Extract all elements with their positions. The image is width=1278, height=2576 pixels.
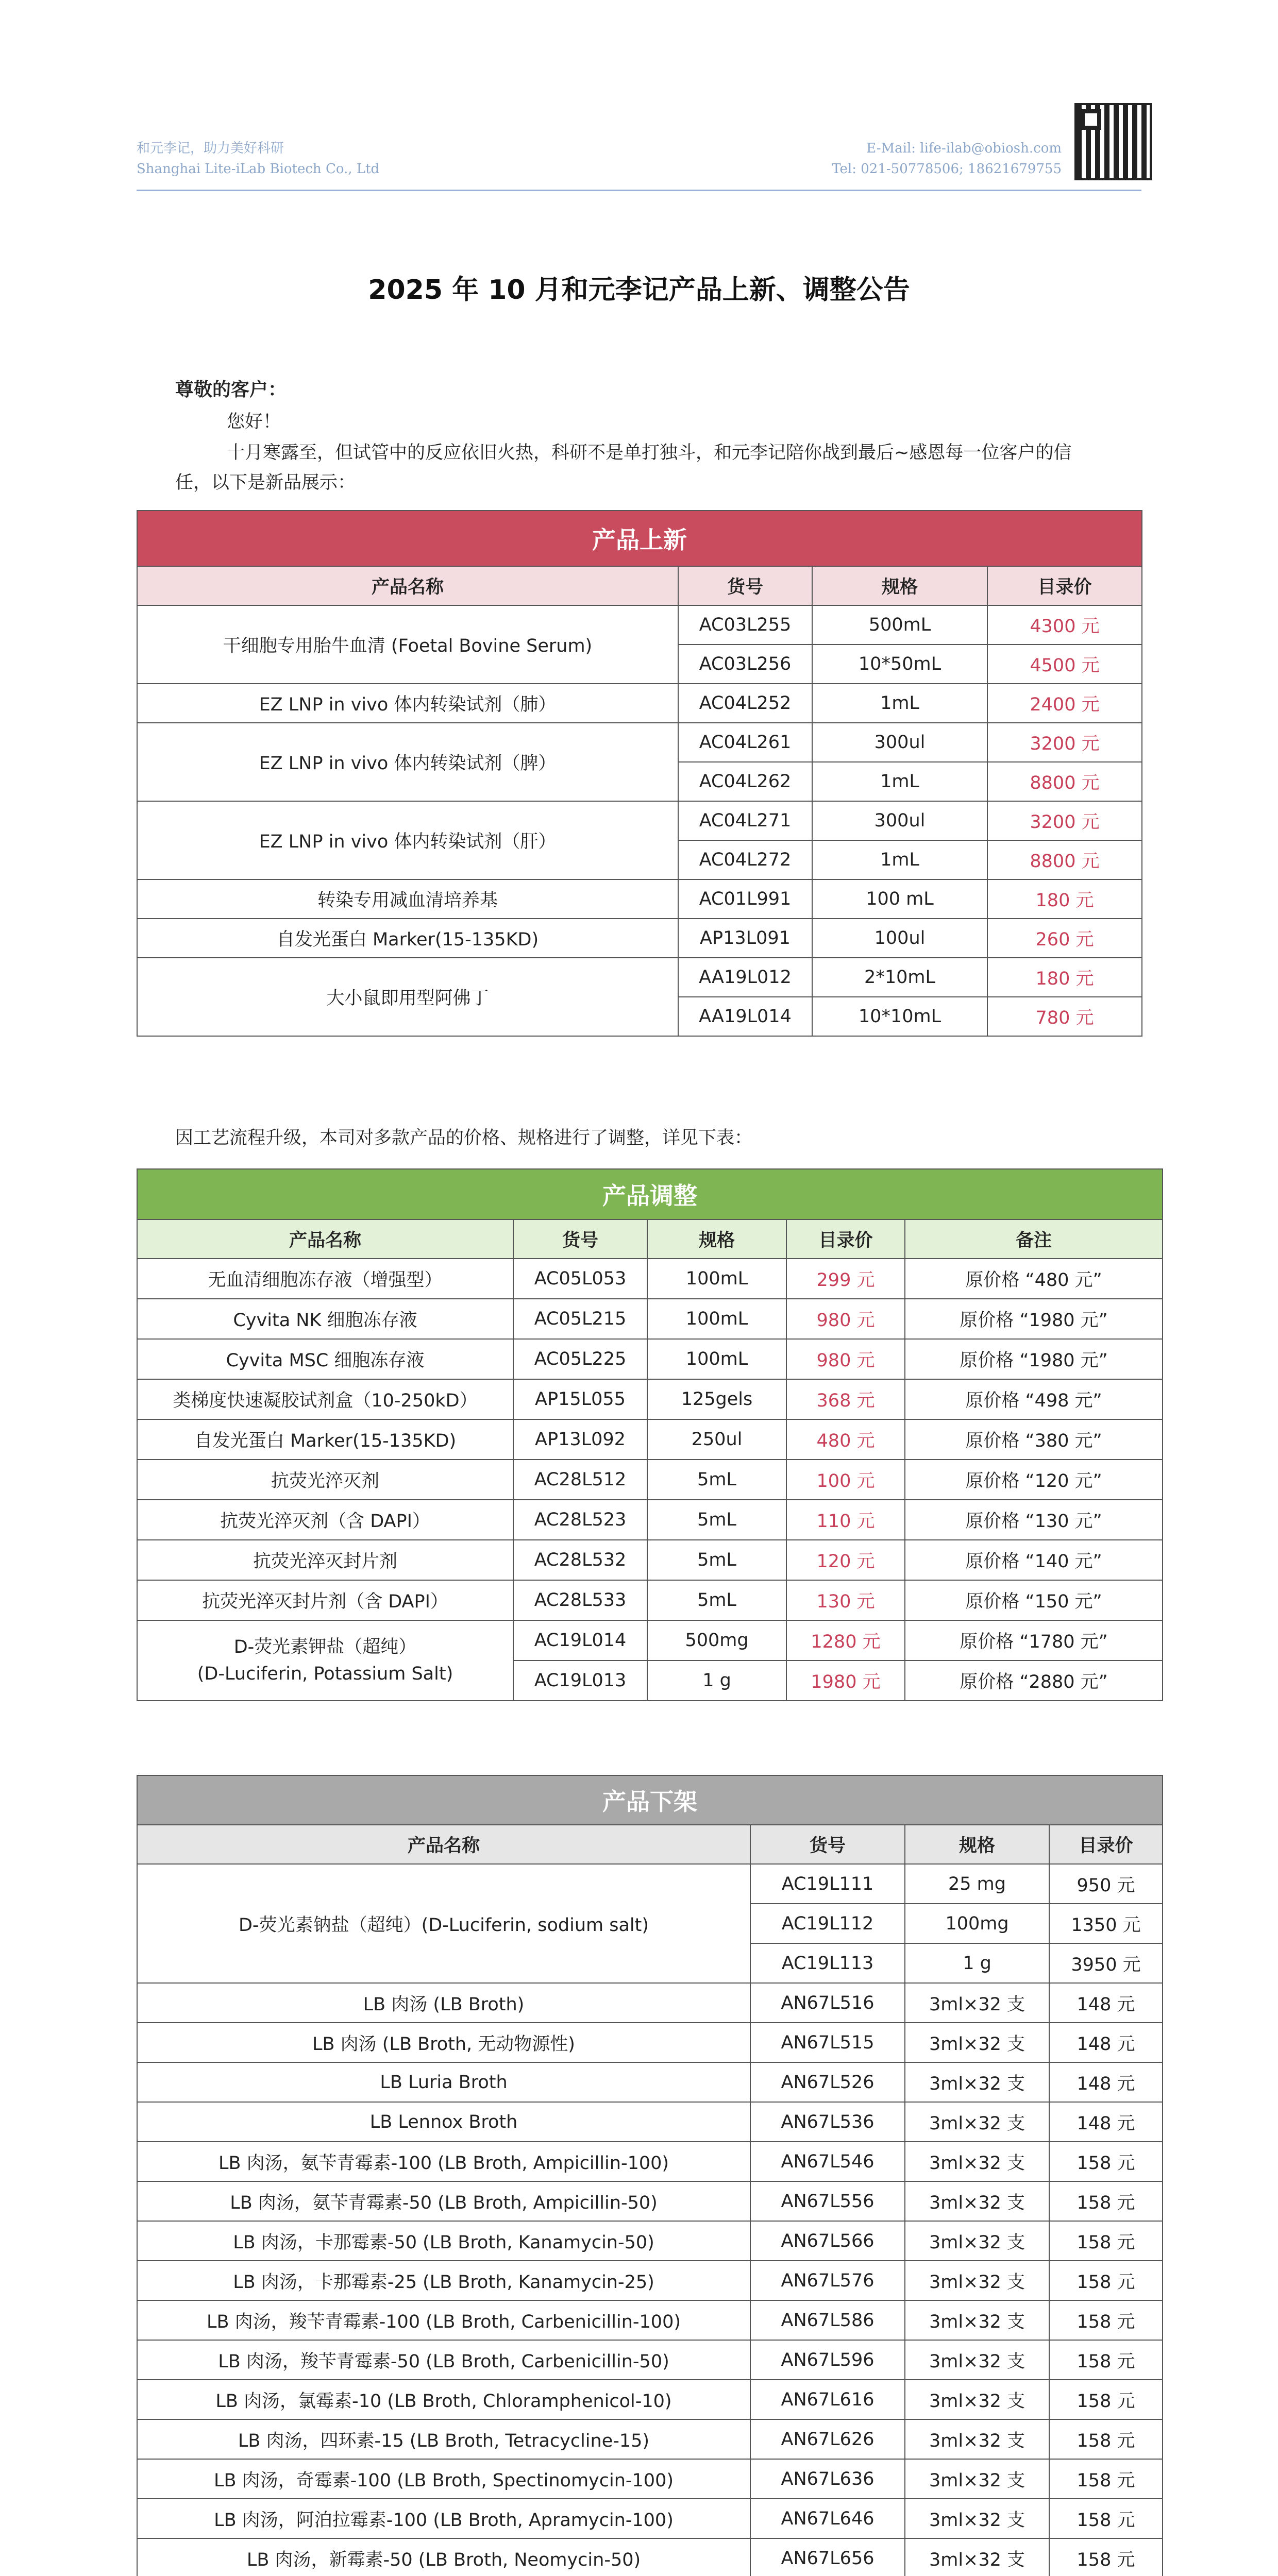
- table-row: [137, 919, 1142, 958]
- table-row: [137, 684, 1142, 723]
- sku: AC19L013: [513, 1660, 647, 1701]
- adjusted-rows: [137, 1259, 1163, 1701]
- price: 148 元: [1049, 2102, 1163, 2142]
- price: 4500 元: [987, 645, 1142, 684]
- table-row: [137, 2499, 1163, 2538]
- price: 4300 元: [987, 605, 1142, 645]
- table-row: [137, 2102, 1163, 2142]
- table-row: [137, 1540, 1163, 1580]
- note: 原价格 “130 元”: [905, 1500, 1163, 1540]
- sku: AA19L012: [678, 958, 812, 997]
- product-name: EZ LNP in vivo 体内转染试剂（脾）: [137, 723, 678, 801]
- spec: 300ul: [812, 801, 987, 840]
- sku: AC19L111: [750, 1864, 905, 1904]
- table-row: [137, 2340, 1163, 2380]
- table-row: [137, 1500, 1163, 1540]
- price: 299 元: [786, 1259, 905, 1299]
- sku: AC03L256: [678, 645, 812, 684]
- sku: AN67L596: [750, 2340, 905, 2380]
- spec: 3ml×32 支: [905, 2142, 1049, 2181]
- adjusted-products-banner: 产品调整: [137, 1169, 1163, 1219]
- qr-code-icon: [1074, 103, 1152, 180]
- product-name: LB Luria Broth: [137, 2062, 750, 2102]
- table-row: [137, 2300, 1163, 2340]
- table-row: [137, 1620, 1163, 1660]
- table-row: [137, 2142, 1163, 2181]
- sku: AP13L091: [678, 919, 812, 958]
- product-name: LB 肉汤，卡那霉素-25 (LB Broth, Kanamycin-25): [137, 2261, 750, 2300]
- spec: 10*10mL: [812, 997, 987, 1036]
- intro-line-1: 十月寒露至，但试管中的反应依旧火热，科研不是单打独斗，和元李记陪你战到最后~感恩每一位客户的信: [227, 443, 1072, 463]
- col-header-price: 目录价: [987, 566, 1142, 605]
- product-name: EZ LNP in vivo 体内转染试剂（肝）: [137, 801, 678, 879]
- price: 180 元: [987, 879, 1142, 919]
- table-row: [137, 1580, 1163, 1620]
- price: 158 元: [1049, 2499, 1163, 2538]
- adjusted-products-table: [137, 1168, 1163, 1701]
- col-header-note: 备注: [905, 1219, 1163, 1259]
- price: 100 元: [786, 1460, 905, 1500]
- price: 158 元: [1049, 2538, 1163, 2576]
- price: 158 元: [1049, 2142, 1163, 2181]
- header-tel: Tel: 021-50778506; 18621679755: [832, 161, 1062, 177]
- col-header-spec: 规格: [905, 1825, 1049, 1864]
- spec: 3ml×32 支: [905, 2023, 1049, 2062]
- slogan: 和元李记，助力美好科研: [137, 141, 284, 156]
- spec: 2*10mL: [812, 958, 987, 997]
- note: 原价格 “150 元”: [905, 1580, 1163, 1620]
- new-products-banner: 产品上新: [137, 511, 1142, 566]
- price: 2400 元: [987, 684, 1142, 723]
- spec: 3ml×32 支: [905, 2300, 1049, 2340]
- sku: AN67L646: [750, 2499, 905, 2538]
- sku: AP13L092: [513, 1419, 647, 1460]
- sku: AN67L576: [750, 2261, 905, 2300]
- col-header-sku: 货号: [750, 1825, 905, 1864]
- table-row: [137, 605, 1142, 645]
- col-header-spec: 规格: [647, 1219, 786, 1259]
- product-name: 抗荧光淬灭剂（含 DAPI）: [137, 1500, 513, 1540]
- product-name: 干细胞专用胎牛血清 (Foetal Bovine Serum): [137, 605, 678, 684]
- price: 148 元: [1049, 1983, 1163, 2023]
- price: 368 元: [786, 1379, 905, 1419]
- note: 原价格 “380 元”: [905, 1419, 1163, 1460]
- note: 原价格 “498 元”: [905, 1379, 1163, 1419]
- salutation: 尊敬的客户：: [175, 379, 287, 400]
- table-row: [137, 1460, 1163, 1500]
- price: 780 元: [987, 997, 1142, 1036]
- sku: AC19L014: [513, 1620, 647, 1660]
- spec: 3ml×32 支: [905, 2062, 1049, 2102]
- spec: 3ml×32 支: [905, 2538, 1049, 2576]
- spec: 3ml×32 支: [905, 2380, 1049, 2419]
- company-english-name: Shanghai Lite-iLab Biotech Co., Ltd: [137, 161, 380, 177]
- table-row: [137, 801, 1142, 840]
- spec: 3ml×32 支: [905, 2459, 1049, 2499]
- adjust-intro: 因工艺流程升级，本司对多款产品的价格、规格进行了调整，详见下表：: [175, 1128, 753, 1148]
- spec: 125gels: [647, 1379, 786, 1419]
- spec: 3ml×32 支: [905, 2181, 1049, 2221]
- sku: AN67L616: [750, 2380, 905, 2419]
- product-name-line-1: D-荧光素钾盐（超纯）: [233, 1637, 417, 1657]
- spec: 100mg: [905, 1904, 1049, 1943]
- spec: 5mL: [647, 1540, 786, 1580]
- product-name: 自发光蛋白 Marker(15-135KD): [137, 919, 678, 958]
- spec: 5mL: [647, 1580, 786, 1620]
- table-row: [137, 1864, 1163, 1904]
- sku: AC04L262: [678, 762, 812, 801]
- spec: 100mL: [647, 1299, 786, 1339]
- spec: 3ml×32 支: [905, 2221, 1049, 2261]
- product-name: LB 肉汤，羧苄青霉素-50 (LB Broth, Carbenicillin-50): [137, 2340, 750, 2380]
- price: 158 元: [1049, 2221, 1163, 2261]
- sku: AN67L636: [750, 2459, 905, 2499]
- spec: 1mL: [812, 762, 987, 801]
- price: 3200 元: [987, 801, 1142, 840]
- product-name: LB 肉汤，卡那霉素-50 (LB Broth, Kanamycin-50): [137, 2221, 750, 2261]
- product-name: LB 肉汤，氨苄青霉素-50 (LB Broth, Ampicillin-50): [137, 2181, 750, 2221]
- sku: AN67L556: [750, 2181, 905, 2221]
- sku: AC04L271: [678, 801, 812, 840]
- note: 原价格 “2880 元”: [905, 1660, 1163, 1701]
- sku: AC28L523: [513, 1500, 647, 1540]
- product-name: D-荧光素钠盐（超纯）(D-Luciferin, sodium salt): [137, 1864, 750, 1983]
- table-row: [137, 1339, 1163, 1379]
- greeting: 您好！: [227, 412, 281, 432]
- new-products-table: [137, 510, 1142, 1037]
- price: 148 元: [1049, 2023, 1163, 2062]
- sku: AN67L566: [750, 2221, 905, 2261]
- table-row: [137, 723, 1142, 762]
- discontinued-products-table: [137, 1775, 1163, 2576]
- table-row: [137, 879, 1142, 919]
- price: 1350 元: [1049, 1904, 1163, 1943]
- col-header-sku: 货号: [678, 566, 812, 605]
- table-row: [137, 1299, 1163, 1339]
- product-name: LB 肉汤 (LB Broth, 无动物源性): [137, 2023, 750, 2062]
- product-name: 类梯度快速凝胶试剂盒（10-250kD）: [137, 1379, 513, 1419]
- price: 950 元: [1049, 1864, 1163, 1904]
- product-name: 大小鼠即用型阿佛丁: [137, 958, 678, 1036]
- product-name: 无血清细胞冻存液（增强型）: [137, 1259, 513, 1299]
- price: 980 元: [786, 1299, 905, 1339]
- discontinued-rows: [137, 1983, 1163, 2576]
- price: 1980 元: [786, 1660, 905, 1701]
- spec: 25 mg: [905, 1864, 1049, 1904]
- product-name: LB 肉汤，氨苄青霉素-100 (LB Broth, Ampicillin-100): [137, 2142, 750, 2181]
- sku: AA19L014: [678, 997, 812, 1036]
- price: 120 元: [786, 1540, 905, 1580]
- price: 158 元: [1049, 2419, 1163, 2459]
- col-header-spec: 规格: [812, 566, 987, 605]
- col-header-sku: 货号: [513, 1219, 647, 1259]
- price: 158 元: [1049, 2181, 1163, 2221]
- product-name: Cyvita MSC 细胞冻存液: [137, 1339, 513, 1379]
- col-header-name: 产品名称: [137, 566, 678, 605]
- spec: 3ml×32 支: [905, 2499, 1049, 2538]
- sku: AC28L512: [513, 1460, 647, 1500]
- spec: 100ul: [812, 919, 987, 958]
- spec: 500mL: [812, 605, 987, 645]
- spec: 3ml×32 支: [905, 1983, 1049, 2023]
- price: 158 元: [1049, 2261, 1163, 2300]
- price: 158 元: [1049, 2459, 1163, 2499]
- col-header-name: 产品名称: [137, 1219, 513, 1259]
- product-name: 转染专用减血清培养基: [137, 879, 678, 919]
- header-divider: [137, 190, 1141, 191]
- sku: AC04L252: [678, 684, 812, 723]
- spec: 3ml×32 支: [905, 2419, 1049, 2459]
- sku: AN67L515: [750, 2023, 905, 2062]
- discontinued-products-banner: 产品下架: [137, 1775, 1163, 1825]
- product-name: LB 肉汤，氯霉素-10 (LB Broth, Chloramphenicol-10): [137, 2380, 750, 2419]
- sku: AC01L991: [678, 879, 812, 919]
- table-row: [137, 2221, 1163, 2261]
- sku: AN67L586: [750, 2300, 905, 2340]
- price: 158 元: [1049, 2300, 1163, 2340]
- table-row: [137, 2459, 1163, 2499]
- spec: 3ml×32 支: [905, 2340, 1049, 2380]
- spec: 100mL: [647, 1259, 786, 1299]
- table-row: [137, 1379, 1163, 1419]
- spec: 250ul: [647, 1419, 786, 1460]
- note: 原价格 “480 元”: [905, 1259, 1163, 1299]
- table-row: [137, 2181, 1163, 2221]
- price: 158 元: [1049, 2380, 1163, 2419]
- product-name: LB Lennox Broth: [137, 2102, 750, 2142]
- table-row: [137, 958, 1142, 997]
- product-name: 抗荧光淬灭封片剂（含 DAPI）: [137, 1580, 513, 1620]
- price: 3200 元: [987, 723, 1142, 762]
- sku: AC04L272: [678, 840, 812, 879]
- product-name: LB 肉汤，奇霉素-100 (LB Broth, Spectinomycin-100): [137, 2459, 750, 2499]
- intro-line-2: 任，以下是新品展示：: [175, 472, 356, 493]
- product-name: Cyvita NK 细胞冻存液: [137, 1299, 513, 1339]
- note: 原价格 “140 元”: [905, 1540, 1163, 1580]
- note: 原价格 “1980 元”: [905, 1339, 1163, 1379]
- spec: 3ml×32 支: [905, 2261, 1049, 2300]
- table-row: [137, 2023, 1163, 2062]
- spec: 1mL: [812, 840, 987, 879]
- col-header-price: 目录价: [786, 1219, 905, 1259]
- spec: 100 mL: [812, 879, 987, 919]
- product-name: 自发光蛋白 Marker(15-135KD): [137, 1419, 513, 1460]
- table-row: [137, 2538, 1163, 2576]
- product-name: LB 肉汤 (LB Broth): [137, 1983, 750, 2023]
- sku: AC19L112: [750, 1904, 905, 1943]
- price: 480 元: [786, 1419, 905, 1460]
- spec: 1mL: [812, 684, 987, 723]
- price: 3950 元: [1049, 1943, 1163, 1983]
- sku: AC05L053: [513, 1259, 647, 1299]
- intro-paragraph: [175, 438, 1154, 498]
- spec: 5mL: [647, 1460, 786, 1500]
- table-row: [137, 1259, 1163, 1299]
- spec: 3ml×32 支: [905, 2102, 1049, 2142]
- spec: 100mL: [647, 1339, 786, 1379]
- sku: AC03L255: [678, 605, 812, 645]
- product-name: [137, 1620, 513, 1701]
- page-title: 2025 年 10 月和元李记产品上新、调整公告: [368, 275, 910, 306]
- price: 8800 元: [987, 840, 1142, 879]
- price: 158 元: [1049, 2340, 1163, 2380]
- spec: 300ul: [812, 723, 987, 762]
- price: 110 元: [786, 1500, 905, 1540]
- price: 1280 元: [786, 1620, 905, 1660]
- price: 148 元: [1049, 2062, 1163, 2102]
- product-name: 抗荧光淬灭封片剂: [137, 1540, 513, 1580]
- table-row: [137, 1983, 1163, 2023]
- sku: AN67L516: [750, 1983, 905, 2023]
- price: 980 元: [786, 1339, 905, 1379]
- sku: AC04L261: [678, 723, 812, 762]
- product-name: LB 肉汤，四环素-15 (LB Broth, Tetracycline-15): [137, 2419, 750, 2459]
- price: 180 元: [987, 958, 1142, 997]
- sku: AC28L533: [513, 1580, 647, 1620]
- sku: AC19L113: [750, 1943, 905, 1983]
- sku: AN67L656: [750, 2538, 905, 2576]
- sku: AC05L225: [513, 1339, 647, 1379]
- sku: AN67L526: [750, 2062, 905, 2102]
- price: 130 元: [786, 1580, 905, 1620]
- sku: AN67L536: [750, 2102, 905, 2142]
- spec: 10*50mL: [812, 645, 987, 684]
- product-name: EZ LNP in vivo 体内转染试剂（肺）: [137, 684, 678, 723]
- sku: AP15L055: [513, 1379, 647, 1419]
- price: 260 元: [987, 919, 1142, 958]
- table-row: [137, 1419, 1163, 1460]
- product-name: 抗荧光淬灭剂: [137, 1460, 513, 1500]
- product-name-line-2: (D-Luciferin, Potassium Salt): [197, 1664, 453, 1684]
- spec: 500mg: [647, 1620, 786, 1660]
- letterhead-left: [137, 138, 379, 179]
- table-row: [137, 2261, 1163, 2300]
- sku: AC05L215: [513, 1299, 647, 1339]
- table-row: [137, 2062, 1163, 2102]
- table-row: [137, 2419, 1163, 2459]
- col-header-price: 目录价: [1049, 1825, 1163, 1864]
- header-email: E-Mail: life-ilab@obiosh.com: [866, 141, 1062, 156]
- spec: 1 g: [905, 1943, 1049, 1983]
- note: 原价格 “120 元”: [905, 1460, 1163, 1500]
- spec: 1 g: [647, 1660, 786, 1701]
- price: 8800 元: [987, 762, 1142, 801]
- product-name: LB 肉汤，新霉素-50 (LB Broth, Neomycin-50): [137, 2538, 750, 2576]
- letterhead-right: [832, 138, 1062, 179]
- sku: AN67L546: [750, 2142, 905, 2181]
- product-name: LB 肉汤，阿泊拉霉素-100 (LB Broth, Apramycin-100): [137, 2499, 750, 2538]
- note: 原价格 “1980 元”: [905, 1299, 1163, 1339]
- note: 原价格 “1780 元”: [905, 1620, 1163, 1660]
- sku: AC28L532: [513, 1540, 647, 1580]
- col-header-name: 产品名称: [137, 1825, 750, 1864]
- table-row: [137, 2380, 1163, 2419]
- product-name: LB 肉汤，羧苄青霉素-100 (LB Broth, Carbenicillin-100): [137, 2300, 750, 2340]
- spec: 5mL: [647, 1500, 786, 1540]
- sku: AN67L626: [750, 2419, 905, 2459]
